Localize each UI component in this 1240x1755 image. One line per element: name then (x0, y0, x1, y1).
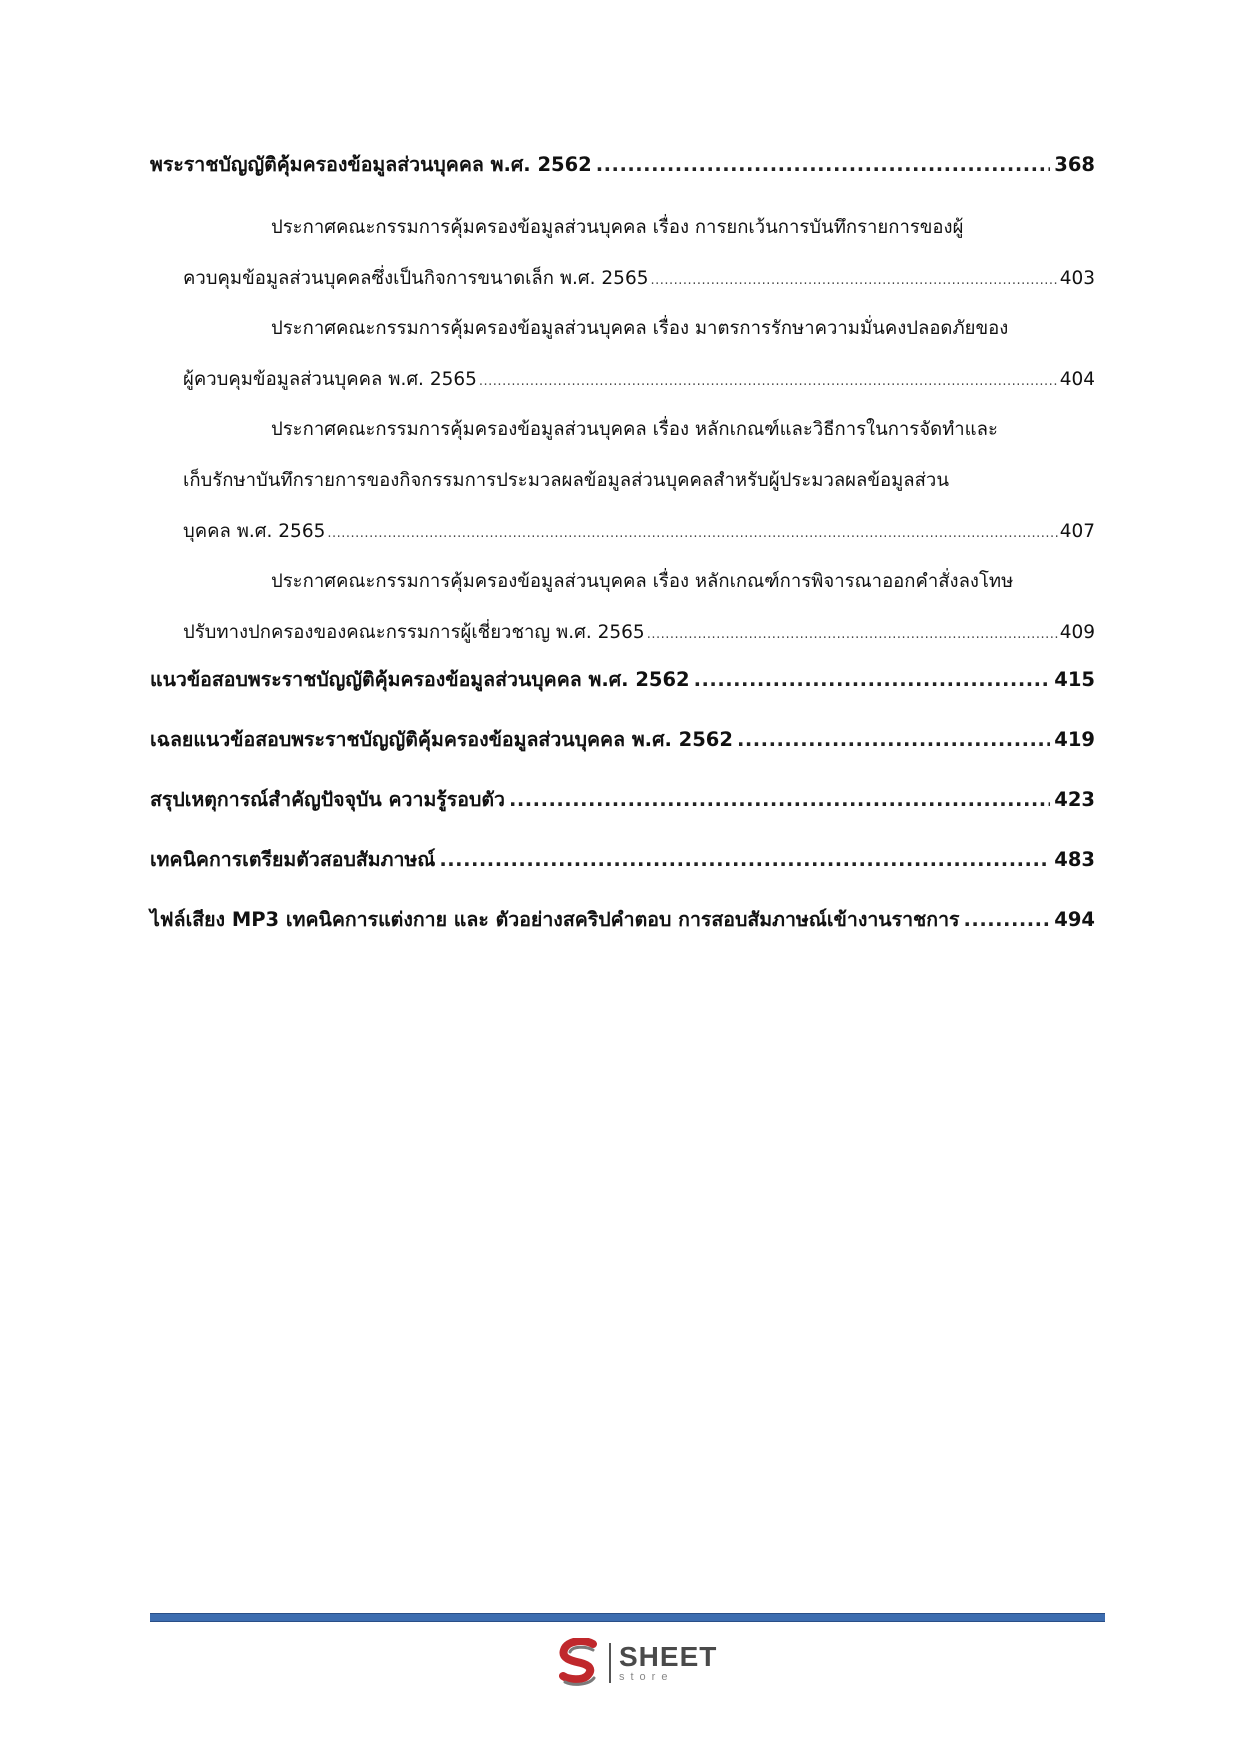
toc-entry-exam-questions (150, 665, 1095, 695)
toc-subentry-administrative-fines (150, 556, 1095, 660)
toc-entry-title: พระราชบัญญัติคุ้มครองข้อมูลส่วนบุคคล พ.ศ. 2562 (150, 153, 592, 176)
dot-leader (964, 905, 1051, 935)
toc-entry-title: ไฟล์เสียง MP3 เทคนิคการแต่งกาย และ ตัวอย่างสคริปคำตอบ การสอบสัมภาษณ์เข้างานราชการ (150, 908, 960, 931)
toc-subentry-line: ผู้ควบคุมข้อมูลส่วนบุคคล พ.ศ. 2565 (183, 369, 477, 390)
dot-leader (694, 665, 1051, 695)
logo-divider (609, 1643, 611, 1683)
toc-entry-page: 483 (1054, 848, 1095, 871)
toc-subentry-page: 403 (1059, 268, 1095, 289)
toc-entry-title: เทคนิคการเตรียมตัวสอบสัมภาษณ์ (150, 848, 436, 871)
sheet-store-logo (555, 1635, 725, 1690)
toc-subentry-line: บุคคล พ.ศ. 2565 (183, 521, 326, 542)
toc-subentry-line: ประกาศคณะกรรมการคุ้มครองข้อมูลส่วนบุคคล เรื่อง มาตรการรักษาความมั่นคงปลอดภัยของ (271, 318, 1009, 339)
toc-entry-current-events (150, 785, 1095, 815)
toc-subentry-line: ปรับทางปกครองของคณะกรรมการผู้เชี่ยวชาญ พ.ศ. 2565 (183, 622, 645, 643)
toc-subentry-page: 407 (1059, 521, 1095, 542)
toc-subentry-small-business-exemption (150, 202, 1095, 306)
toc-entry-page: 423 (1054, 788, 1095, 811)
toc-entry-page: 368 (1054, 153, 1095, 176)
toc-entry-title: เฉลยแนวข้อสอบพระราชบัญญัติคุ้มครองข้อมูลส่วนบุคคล พ.ศ. 2562 (150, 728, 733, 751)
toc-subentry-line: ประกาศคณะกรรมการคุ้มครองข้อมูลส่วนบุคคล เรื่อง การยกเว้นการบันทึกรายการของผู้ (271, 217, 964, 238)
dot-leader (479, 356, 1058, 407)
dot-leader (737, 725, 1050, 755)
toc-subentry-page: 409 (1059, 622, 1095, 643)
dot-leader (509, 785, 1050, 815)
toc-entry-page: 494 (1054, 908, 1095, 931)
table-of-contents (150, 150, 1095, 965)
toc-entry-page: 419 (1054, 728, 1095, 751)
logo-brand-text: SHEET (619, 1640, 718, 1672)
toc-entry-mp3-interview (150, 905, 1095, 935)
dot-leader (596, 150, 1051, 180)
toc-entry-title: สรุปเหตุการณ์สำคัญปัจจุบัน ความรู้รอบตัว (150, 788, 505, 811)
toc-subentry-line: ประกาศคณะกรรมการคุ้มครองข้อมูลส่วนบุคคล เรื่อง หลักเกณฑ์การพิจารณาออกคำสั่งลงโทษ (271, 571, 1014, 592)
toc-entry-interview-prep (150, 845, 1095, 875)
dot-leader (439, 845, 1050, 875)
toc-entry-title: แนวข้อสอบพระราชบัญญัติคุ้มครองข้อมูลส่วนบุคคล พ.ศ. 2562 (150, 668, 690, 691)
footer-rule (150, 1613, 1105, 1622)
toc-entry-page: 415 (1054, 668, 1095, 691)
sheet-store-s-logo-icon (555, 1638, 603, 1688)
toc-entry-exam-answers (150, 725, 1095, 755)
dot-leader (647, 609, 1058, 660)
toc-subentry-line: ควบคุมข้อมูลส่วนบุคคลซึ่งเป็นกิจการขนาดเล็ก พ.ศ. 2565 (183, 268, 649, 289)
dot-leader (651, 255, 1058, 306)
toc-subentry-security-measures (150, 303, 1095, 407)
toc-entry-pdpa-act (150, 150, 1095, 180)
toc-subentry-processing-records (150, 404, 1095, 559)
dot-leader (327, 508, 1057, 559)
logo-brand-subtext: store (619, 1670, 674, 1683)
toc-subentry-line: เก็บรักษาบันทึกรายการของกิจกรรมการประมวลผลข้อมูลส่วนบุคคลสำหรับผู้ประมวลผลข้อมูลส่วน (183, 470, 949, 491)
toc-subentry-line: ประกาศคณะกรรมการคุ้มครองข้อมูลส่วนบุคคล เรื่อง หลักเกณฑ์และวิธีการในการจัดทำและ (271, 419, 998, 440)
toc-subentry-page: 404 (1059, 369, 1095, 390)
